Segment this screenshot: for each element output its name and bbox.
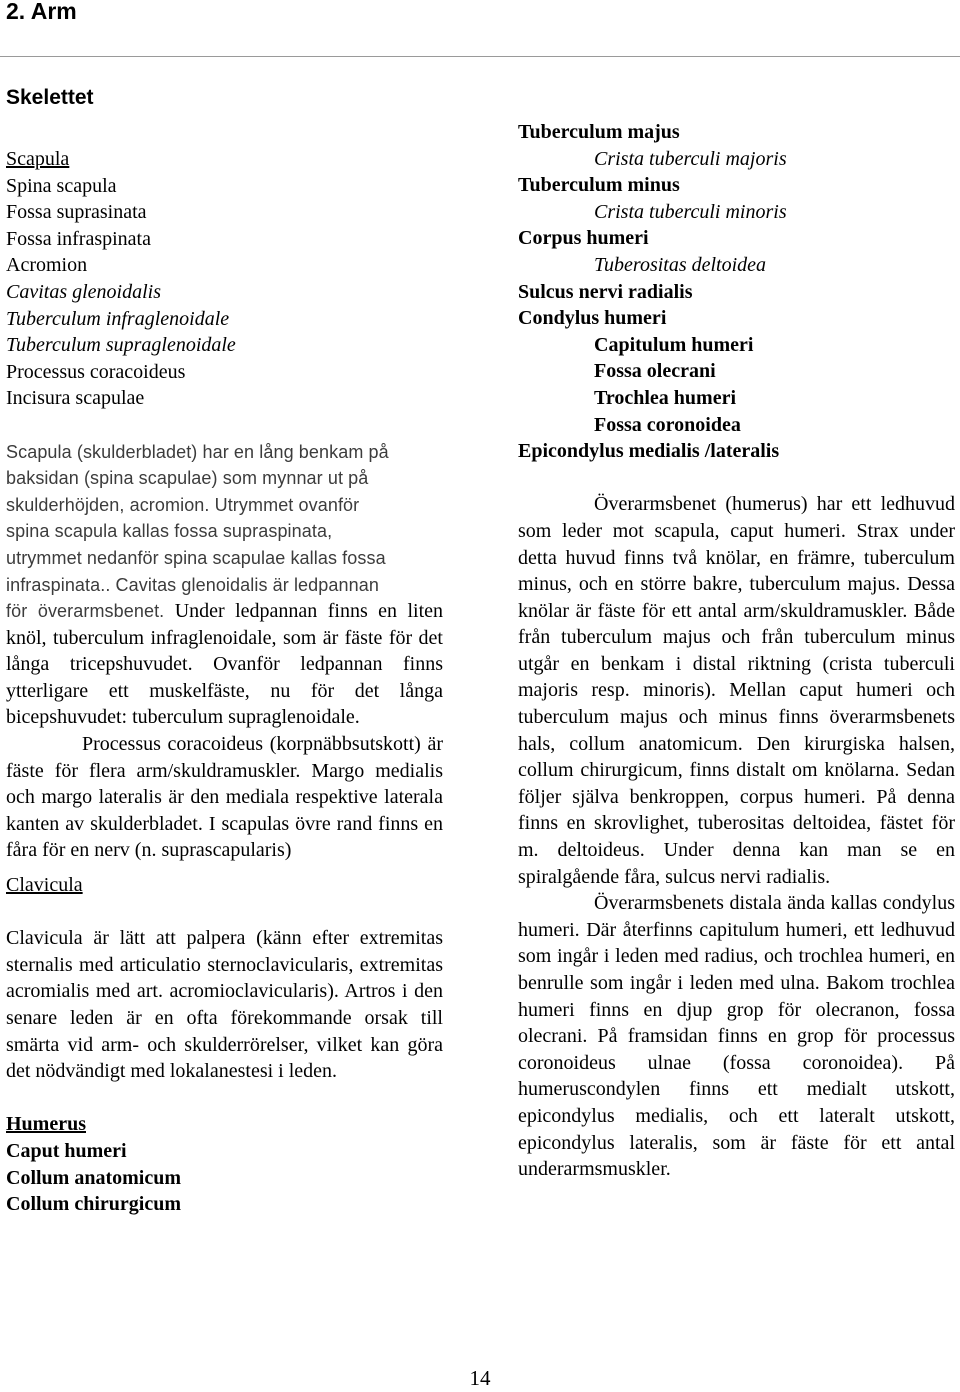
scapula-heading: Scapula — [6, 148, 70, 170]
para-line: Scapula (skulderbladet) har en lång benkam på — [6, 441, 389, 462]
term: Incisura scapulae — [6, 387, 145, 410]
para-line: för överarmsbenet. — [6, 601, 165, 622]
term: Epicondylus medialis /lateralis — [518, 440, 780, 463]
clavicula-paragraph: Clavicula är lätt att palpera (känn efter extremitas sternalis med articulatio sternoclavicularis, extremitas acromialis med art. acromioclavicularis). Artros i den senare leden är en ofta förekommande orsak till smärta vid arm- och skulderrörelser, vilket kan göra det nödvändigt med lokalanestesi i leden. — [6, 927, 443, 1083]
term: Tuberculum infraglenoidale — [6, 307, 230, 330]
humerus-heading: Humerus — [6, 1113, 86, 1136]
term: Processus coracoideus — [6, 360, 186, 383]
term: Cavitas glenoidalis — [6, 280, 161, 303]
term: Tuberculum minus — [518, 174, 680, 197]
para-line: baksidan (spina scapulae) som mynnar ut på — [6, 468, 369, 489]
term: Fossa infraspinata — [6, 227, 151, 250]
term: Crista tuberculi majoris — [594, 147, 787, 170]
page-number: 14 — [469, 1366, 491, 1390]
humerus-paragraph-1: Överarmsbenet (humerus) har ett ledhuvud som leder mot scapula, caput humeri. Strax under detta huvud finns två knölar, en främre, tuberculum minus, och en större bakre, tuberculum majus. Dessa knölar är fäste för ett antal arm/skuldramuskler. Både från tuberculum majus och från tuberculum minus utgår en benkam i distal riktning (crista tuberculi majoris resp. minoris). Mellan caput humeri och tuberculum majus och minus finns överarmsbenets hals, collum anatomicum. Den kirurgiska halsen, collum chirurgicum, finns distalt om knölarna. Sedan följer själva benkroppen, corpus humeri. På denna finns en skrovlighet, tuberositas deltoidea, fästet för m. deltoideus. Under denna kan man se en spiralgående fåra, sulcus nervi radialis. — [518, 493, 955, 888]
term: Fossa suprasinata — [6, 201, 147, 224]
term: Crista tuberculi minoris — [594, 200, 787, 223]
term: Spina scapula — [6, 174, 117, 197]
term: Fossa coronoidea — [594, 413, 741, 436]
term: Fossa olecrani — [594, 360, 716, 383]
term: Capitulum humeri — [594, 333, 754, 356]
para-line: skulderhöjden, acromion. Utrymmet ovanför — [6, 494, 360, 515]
section-title: Skelettet — [6, 86, 94, 109]
right-column — [518, 119, 955, 1183]
para-line: spina scapula kallas fossa supraspinata, — [6, 521, 333, 542]
humerus-paragraph-2: Överarmsbenets distala ända kallas condylus humeri. Där återfinns capitulum humeri, ett ledhuvud som ingår i leden med radius, och trochlea humeri, en benrulle som ingår i leden med ulna. Bakom trochlea humeri finns en djup grop för olecranon, fossa olecrani. På framsidan finns en grop för processus coronoideus ulnae (fossa coronoidea). På humeruscondylen finns ett medialt utskott, epicondylus medialis, och ett lateralt utskott, epicondylus lateralis, som är fäste för ett antal underarmsmuskler. — [518, 892, 955, 1181]
term: Tuberositas deltoidea — [594, 253, 767, 276]
chapter-title: 2. Arm — [6, 0, 77, 24]
term: Sulcus nervi radialis — [518, 280, 693, 303]
para-line: utrymmet nedanför spina scapulae kallas fossa — [6, 547, 386, 568]
term: Corpus humeri — [518, 227, 649, 250]
humerus-term-list — [518, 119, 955, 465]
clavicula-heading: Clavicula — [6, 874, 83, 897]
term: Tuberculum majus — [518, 121, 680, 143]
term: Trochlea humeri — [594, 386, 737, 409]
term: Collum chirurgicum — [6, 1193, 181, 1216]
scapula-paragraph — [6, 439, 443, 732]
term: Tuberculum supraglenoidale — [6, 334, 236, 357]
left-column — [6, 146, 443, 1218]
term: Acromion — [6, 254, 88, 277]
scapula-paragraph-continued: Under ledpannan finns en liten knöl, tuberculum infraglenoidale, som är fäste för det långa tricepshuvudet. Ovanför ledpannan finns ytterligare ett muskelfäste, nu för det långa bicepshuvudet: tuberculum supraglenoidale. — [6, 600, 443, 729]
term: Collum anatomicum — [6, 1166, 181, 1189]
header-divider — [0, 56, 960, 57]
coracoid-paragraph: Processus coracoideus (korpnäbbsutskott) är fäste för flera arm/skuldramuskler. Margo medialis och margo lateralis är den mediala respektive laterala kanten av skulderbladet. I scapulas övre rand finns en fåra för en nerv (n. suprascapularis) — [6, 733, 443, 862]
term: Caput humeri — [6, 1139, 127, 1162]
para-line: infraspinata.. Cavitas glenoidalis är ledpannan — [6, 574, 379, 595]
term: Condylus humeri — [518, 307, 667, 330]
